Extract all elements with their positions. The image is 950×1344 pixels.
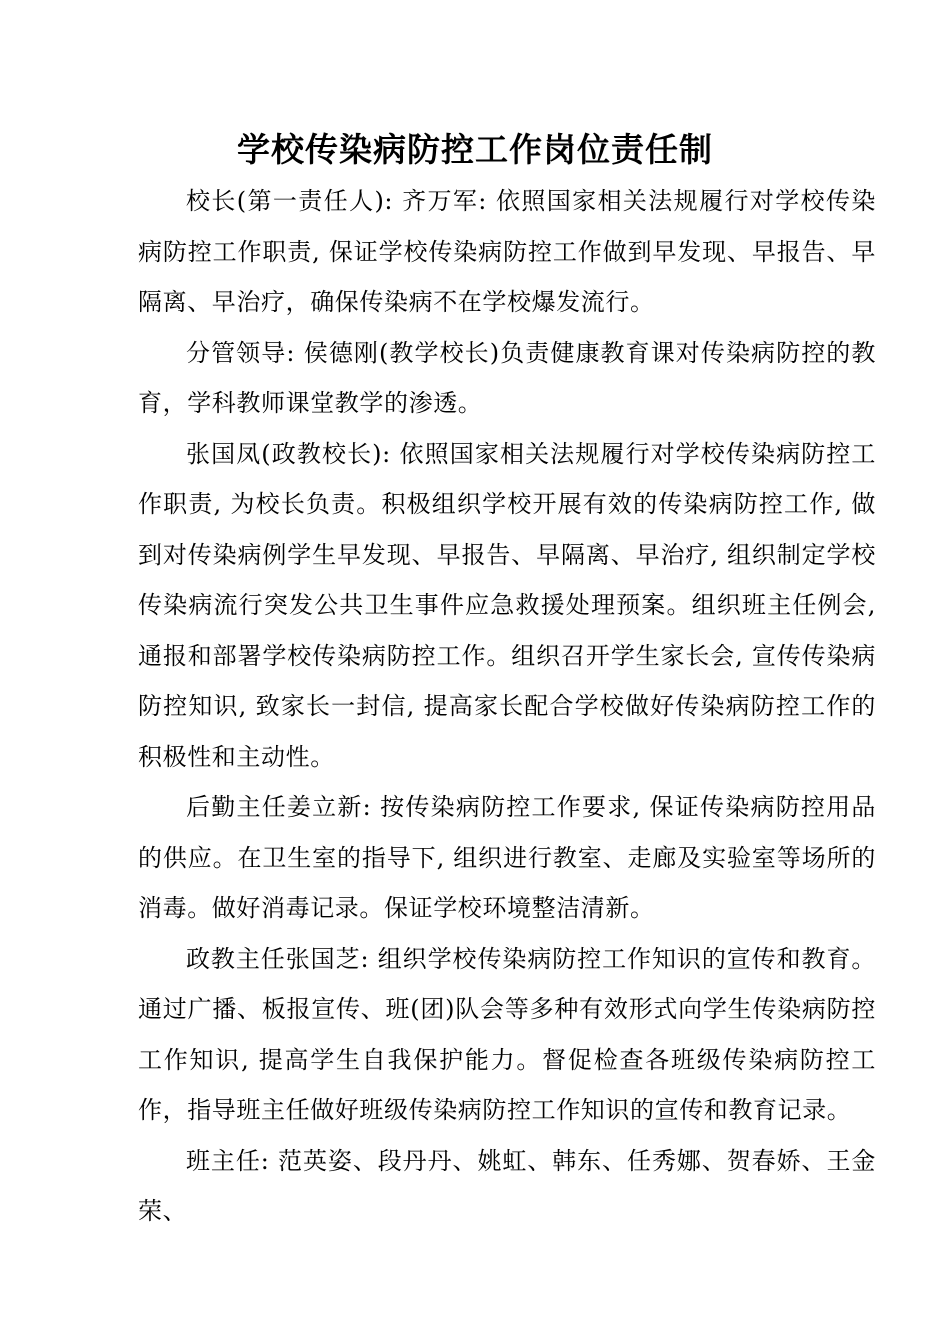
document-body [138, 176, 876, 1237]
paragraph-class-teachers: 班主任: 范英姿、段丹丹、姚虹、韩东、任秀娜、贺春娇、王金荣、 [138, 1146, 876, 1225]
paragraph-political-education-principal: 张国凤(政教校长): 依照国家相关法规履行对学校传染病防控工作职责, 为校长负责。积极组织学校开展有效的传染病防控工作, 做到对传染病例学生早发现、早报告、早隔离、早治疗, 组织制定学校传染病流行突发公共卫生事件应急救援处理预案。组织班主任例会, 通报和部署学校传染病防控工作。组织召开学生家长会, 宣传传染病防控知识, 致家长一封信, 提高家长配合学校做好传染病防控工作的积极性和主动性。 [138, 439, 876, 771]
paragraph-supervising-leader: 分管领导: 侯德刚(教学校长)负责健康教育课对传染病防控的教育，学科教师课堂教学的渗透。 [138, 338, 876, 417]
document-title: 学校传染病防控工作岗位责任制 [237, 130, 713, 169]
paragraph-logistics-director: 后勤主任姜立新: 按传染病防控工作要求, 保证传染病防控用品的供应。在卫生室的指导下, 组织进行教室、走廊及实验室等场所的消毒。做好消毒记录。保证学校环境整洁清新。 [138, 793, 876, 922]
paragraph-principal: 校长(第一责任人): 齐万军: 依照国家相关法规履行对学校传染病防控工作职责, 保证学校传染病防控工作做到早发现、早报告、早隔离、早治疗，确保传染病不在学校爆发流行。 [138, 187, 876, 316]
paragraph-political-education-director: 政教主任张国芝: 组织学校传染病防控工作知识的宣传和教育。通过广播、板报宣传、班(团)队会等多种有效形式向学生传染病防控工作知识, 提高学生自我保护能力。督促检查各班级传染病防控工作，指导班主任做好班级传染病防控工作知识的宣传和教育记录。 [138, 944, 876, 1124]
